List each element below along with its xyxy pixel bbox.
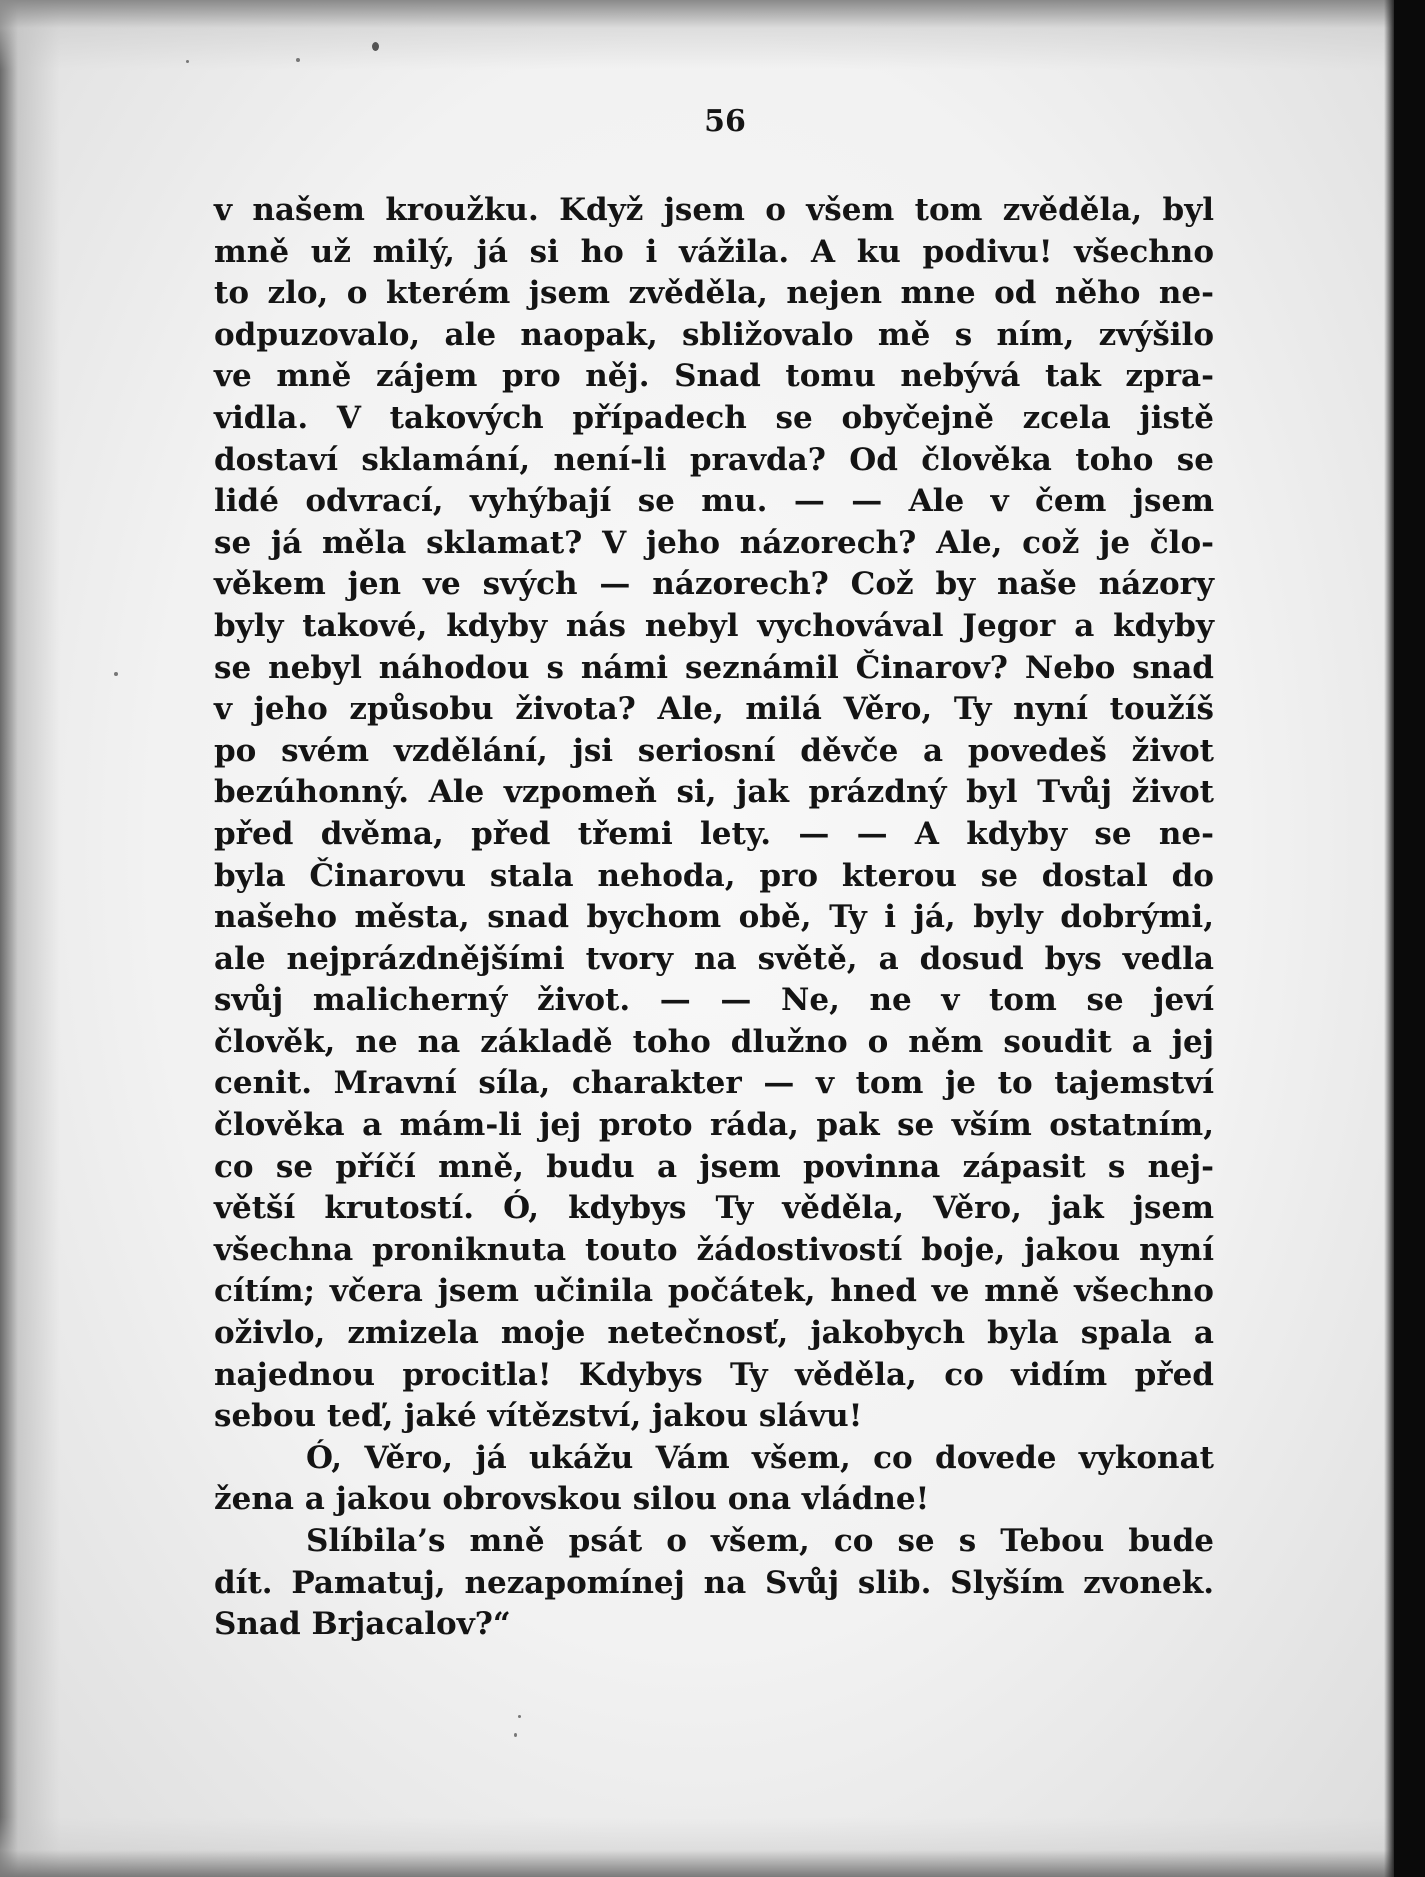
text-line: v našem kroužku. Když jsem o všem tom zvěděla, byl	[214, 192, 1214, 228]
scan-shadow-left	[0, 0, 60, 1877]
text-line: cítím; včera jsem učinila počátek, hned ve mně všechno	[214, 1273, 1214, 1310]
text-line: větší krutostí. Ó, kdybys Ty věděla, Věro, jak jsem	[214, 1190, 1214, 1227]
text-line: věkem jen ve svých — názorech? Což by naše názory	[214, 566, 1214, 603]
text-line: to zlo, o kterém jsem zvěděla, nejen mne od něho ne-	[214, 275, 1214, 312]
text-line: mně už milý, já si ho i vážila. A ku podivu! všechno	[214, 233, 1214, 270]
text-line: se já měla sklamat? V jeho názorech? Ale, což je člo-	[214, 524, 1214, 561]
text-line: člověk, ne na základě toho dlužno o něm soudit a jej	[214, 1023, 1214, 1060]
text-line: cenit. Mravní síla, charakter — v tom je to tajemství	[214, 1065, 1214, 1102]
paragraph-start-line: Slíbila’s mně psát o všem, co se s Tebou bude	[306, 1523, 1214, 1559]
dust-speck	[518, 1715, 521, 1718]
text-line: dít. Pamatuj, nezapomínej na Svůj slib. Slyším zvonek.	[214, 1564, 1214, 1601]
page-number: 56	[704, 104, 746, 139]
scanner-border	[1394, 0, 1425, 1877]
dust-speck	[372, 42, 379, 51]
dust-speck	[296, 58, 300, 62]
text-line: oživlo, zmizela moje netečnosť, jakobych byla spala a	[214, 1315, 1214, 1352]
text-line: před dvěma, před třemi lety. — — A kdyby se ne-	[214, 815, 1214, 852]
text-line: bezúhonný. Ale vzpomeň si, jak prázdný byl Tvůj život	[214, 774, 1214, 811]
text-line: dostaví sklamání, není-li pravda? Od člověka toho se	[214, 441, 1214, 478]
page-gutter-shadow	[1384, 0, 1394, 1877]
text-line: co se příčí mně, budu a jsem povinna zápasit s nej-	[214, 1148, 1214, 1185]
dust-speck	[514, 1733, 517, 1737]
text-line: najednou procitla! Kdybys Ty věděla, co vidím před	[214, 1356, 1214, 1393]
text-line: po svém vzdělání, jsi seriosní děvče a povedeš život	[214, 732, 1214, 769]
text-line: žena a jakou obrovskou silou ona vládne!	[214, 1481, 930, 1518]
paragraph-start-line: Ó, Věro, já ukážu Vám všem, co dovede vykonat	[306, 1439, 1214, 1476]
text-line: byly takové, kdyby nás nebyl vychovával Jegor a kdyby	[214, 607, 1214, 644]
text-line: odpuzovalo, ale naopak, sbližovalo mě s ním, zvýšilo	[214, 316, 1214, 353]
text-line: v jeho způsobu života? Ale, milá Věro, Ty nyní toužíš	[214, 691, 1214, 728]
text-line: lidé odvrací, vyhýbají se mu. — — Ale v čem jsem	[214, 483, 1214, 520]
dust-speck	[186, 60, 189, 63]
text-line: Snad Brjacalov?“	[214, 1606, 511, 1643]
text-line: sebou teď, jaké vítězství, jakou slávu!	[214, 1398, 863, 1435]
scan-shadow-top	[0, 0, 1394, 70]
body-text	[214, 190, 1214, 1646]
text-line: vidla. V takových případech se obyčejně zcela jistě	[214, 399, 1214, 436]
scan-shadow-bottom	[0, 1817, 1394, 1877]
text-line: svůj malicherný život. — — Ne, ne v tom se jeví	[214, 982, 1214, 1019]
text-line: byla Činarovu stala nehoda, pro kterou se dostal do	[214, 857, 1214, 894]
text-line: ve mně zájem pro něj. Snad tomu nebývá tak zpra-	[214, 358, 1214, 395]
dust-speck	[114, 672, 118, 676]
text-line: se nebyl náhodou s námi seznámil Činarov? Nebo snad	[214, 649, 1214, 686]
text-line: ale nejprázdnějšími tvory na světě, a dosud bys vedla	[214, 940, 1214, 977]
text-line: všechna proniknuta touto žádostivostí boje, jakou nyní	[214, 1231, 1214, 1268]
text-line: člověka a mám-li jej proto ráda, pak se vším ostatním,	[214, 1107, 1214, 1144]
text-line: našeho města, snad bychom obě, Ty i já, byly dobrými,	[214, 899, 1214, 936]
